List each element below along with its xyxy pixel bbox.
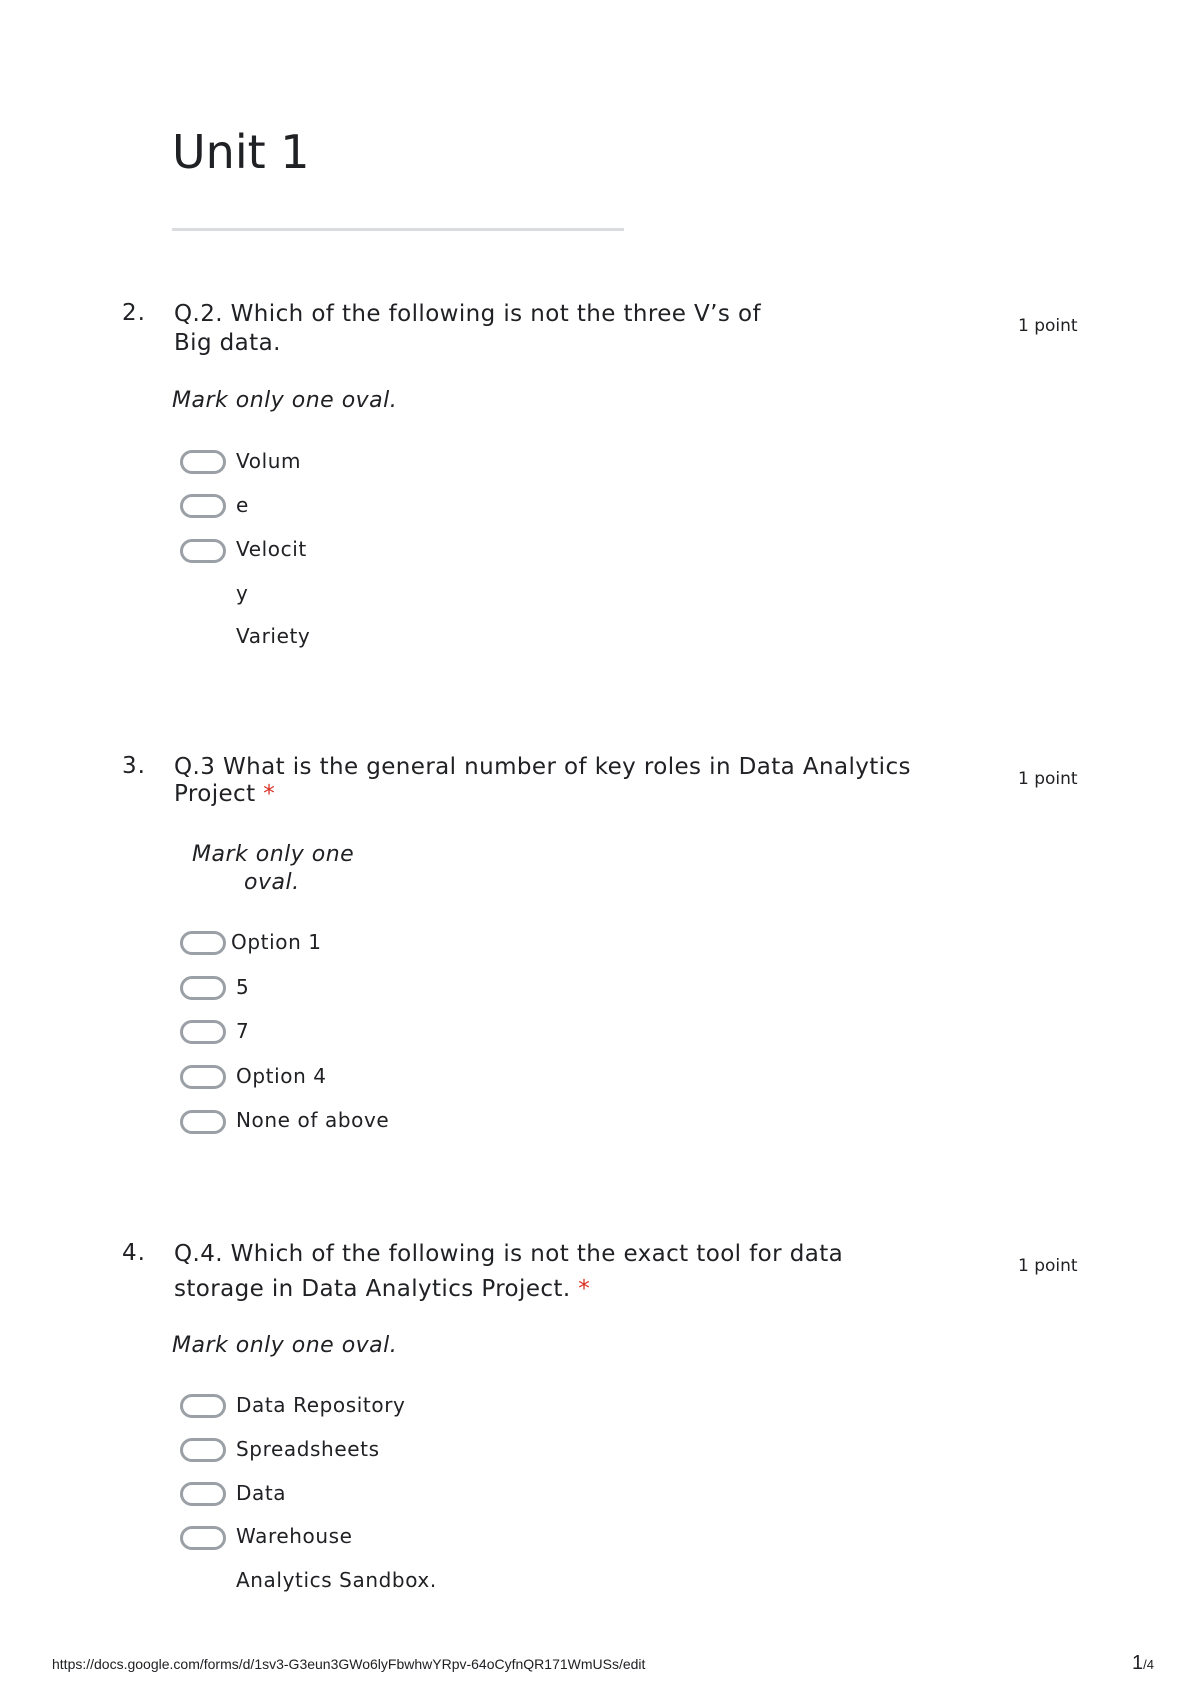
radio-oval-1[interactable] — [180, 450, 226, 474]
question-text-line1: Q.4. Which of the following is not the exact tool for data — [174, 1241, 844, 1267]
option-label: Data — [236, 1481, 287, 1505]
radio-oval-3[interactable] — [180, 1020, 226, 1044]
question-text-line1: Q.3 What is the general number of key roles in Data Analytics — [174, 754, 911, 780]
question-number: 4. — [122, 1240, 146, 1266]
option-label: Option 1 — [231, 930, 322, 954]
option-label: Velocit — [236, 537, 307, 561]
option-label: Option 4 — [236, 1064, 327, 1088]
option-label: Volum — [236, 449, 302, 473]
radio-oval-2[interactable] — [180, 1438, 226, 1462]
page-number: 1/4 — [1132, 1652, 1154, 1674]
question-text-line2: storage in Data Analytics Project. * — [174, 1276, 591, 1302]
radio-oval-3[interactable] — [180, 1482, 226, 1506]
radio-oval-2[interactable] — [180, 494, 226, 518]
radio-oval-3[interactable] — [180, 539, 226, 563]
option-label: y — [236, 581, 249, 605]
question-text-line2: Big data. — [174, 330, 281, 356]
radio-oval-5[interactable] — [180, 1110, 226, 1134]
option-label: Variety — [236, 624, 311, 648]
option-label: Analytics Sandbox. — [236, 1568, 437, 1592]
instruction-text-line2: oval. — [244, 870, 300, 895]
instruction-text-line1: Mark only one — [192, 842, 355, 867]
option-label: 5 — [236, 975, 250, 999]
question-number: 2. — [122, 300, 146, 326]
option-label: Spreadsheets — [236, 1437, 380, 1461]
radio-oval-4[interactable] — [180, 1065, 226, 1089]
points-label: 1 point — [1018, 316, 1078, 336]
required-asterisk: * — [578, 1276, 591, 1302]
radio-oval-1[interactable] — [180, 1394, 226, 1418]
option-label: e — [236, 493, 249, 517]
question-text-line1: Q.2. Which of the following is not the three V’s of — [174, 301, 761, 327]
question-number: 3. — [122, 753, 146, 779]
footer-url[interactable]: https://docs.google.com/forms/d/1sv3-G3eun3GWo6lyFbwhwYRpv-64oCyfnQR171WmUSs/edit — [52, 1656, 646, 1672]
page-title: Unit 1 — [172, 125, 310, 179]
option-label: None of above — [236, 1108, 390, 1132]
points-label: 1 point — [1018, 769, 1078, 789]
points-label: 1 point — [1018, 1256, 1078, 1276]
option-label: 7 — [236, 1019, 250, 1043]
option-label: Data Repository — [236, 1393, 406, 1417]
radio-oval-2[interactable] — [180, 976, 226, 1000]
radio-oval-4[interactable] — [180, 1526, 226, 1550]
required-asterisk: * — [263, 781, 276, 807]
instruction-text: Mark only one oval. — [172, 388, 398, 413]
instruction-text: Mark only one oval. — [172, 1333, 398, 1358]
title-divider — [172, 228, 624, 231]
option-label: Warehouse — [236, 1524, 353, 1548]
radio-oval-1[interactable] — [180, 931, 226, 955]
question-text-line2: Project * — [174, 781, 276, 807]
